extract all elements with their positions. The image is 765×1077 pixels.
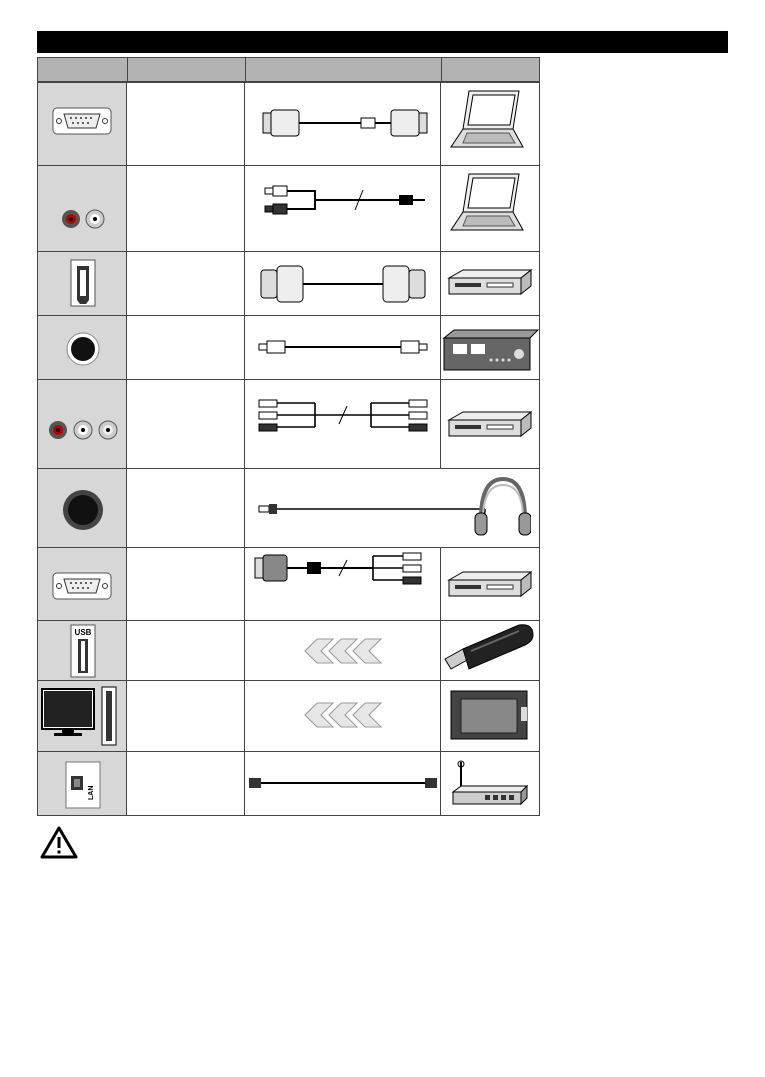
vga-cable-icon: [245, 83, 441, 166]
table-row: [37, 315, 540, 379]
device-cell: [441, 621, 540, 680]
lan-label: LAN: [88, 785, 95, 800]
header-cell-type: [127, 57, 246, 82]
ethernet-cable-icon: [245, 752, 441, 817]
ci-card-icon: [441, 681, 540, 752]
device-cell: [441, 548, 540, 620]
device-cell: [441, 380, 540, 468]
table-row: [37, 165, 540, 251]
cable-cell: [245, 621, 441, 680]
ci-slot-icon: [38, 681, 128, 752]
type-cell: [127, 380, 245, 468]
dvd-player-icon: [441, 380, 540, 469]
lan-port-icon: [38, 752, 128, 817]
device-cell: [441, 252, 540, 315]
cable-cell: [245, 469, 540, 547]
vga-port-icon: [38, 548, 128, 621]
port-cell: [37, 752, 127, 815]
port-cell: [37, 681, 127, 751]
usb-label: USB: [74, 628, 92, 637]
headphone-port-icon: [38, 469, 128, 548]
vga-to-component-cable-icon: [245, 548, 441, 621]
table-row: [37, 547, 540, 620]
port-cell: [37, 83, 127, 165]
type-cell: [127, 83, 245, 165]
arrows-left-icon: [245, 681, 441, 752]
port-cell: [37, 252, 127, 315]
port-cell: [37, 380, 127, 468]
av-cable-icon: [245, 380, 441, 469]
port-cell: [37, 316, 127, 379]
table-row: [37, 379, 540, 468]
header-cell-device: [441, 57, 540, 82]
table-row: [37, 251, 540, 315]
dvd-player-icon: [441, 252, 540, 316]
table-row: [37, 751, 540, 816]
usb-stick-icon: [441, 621, 540, 681]
arrows-left-icon: [245, 621, 441, 681]
component-port-icon: [38, 380, 128, 469]
usb-port-icon: [38, 621, 128, 681]
amplifier-icon: [441, 316, 540, 380]
type-cell: [127, 621, 245, 680]
device-cell: [441, 752, 540, 815]
device-cell: [441, 316, 540, 379]
router-icon: [441, 752, 540, 817]
table-row: [37, 468, 540, 547]
cable-cell: [245, 316, 441, 379]
coaxial-cable-icon: [245, 316, 441, 380]
header-cell-cables: [245, 57, 442, 82]
cable-cell: [245, 83, 441, 165]
headphones-icon: [471, 475, 531, 541]
vga-port-icon: [38, 83, 128, 166]
type-cell: [127, 166, 245, 251]
device-cell: [441, 166, 540, 251]
cable-cell: [245, 681, 441, 751]
type-cell: [127, 681, 245, 751]
laptop-icon: [441, 166, 540, 252]
hdmi-port-icon: [38, 252, 128, 316]
type-cell: [127, 316, 245, 379]
rca-to-jack-cable-icon: [245, 166, 441, 252]
device-cell: [441, 681, 540, 751]
type-cell: [127, 548, 245, 620]
port-cell: [37, 469, 127, 547]
type-cell: [127, 252, 245, 315]
table-row: [37, 82, 540, 165]
port-cell: [37, 548, 127, 620]
spdif-port-icon: [38, 316, 128, 380]
dvd-player-icon: [441, 548, 540, 621]
type-cell: [127, 469, 245, 547]
warning-icon: [39, 825, 79, 861]
table-row: [37, 620, 540, 680]
device-cell: [441, 83, 540, 165]
cable-cell: [245, 548, 441, 620]
cable-cell: [245, 252, 441, 315]
hdmi-cable-icon: [245, 252, 441, 316]
laptop-icon: [441, 83, 540, 166]
header-cell-connector: [37, 57, 128, 82]
cable-cell: [245, 752, 441, 815]
type-cell: [127, 752, 245, 815]
audio-lr-port-icon: [38, 166, 128, 252]
cable-cell: [245, 166, 441, 251]
section-title-bar: [37, 31, 728, 53]
port-cell: [37, 621, 127, 680]
table-row: [37, 680, 540, 751]
port-cell: [37, 166, 127, 251]
cable-cell: [245, 380, 441, 468]
